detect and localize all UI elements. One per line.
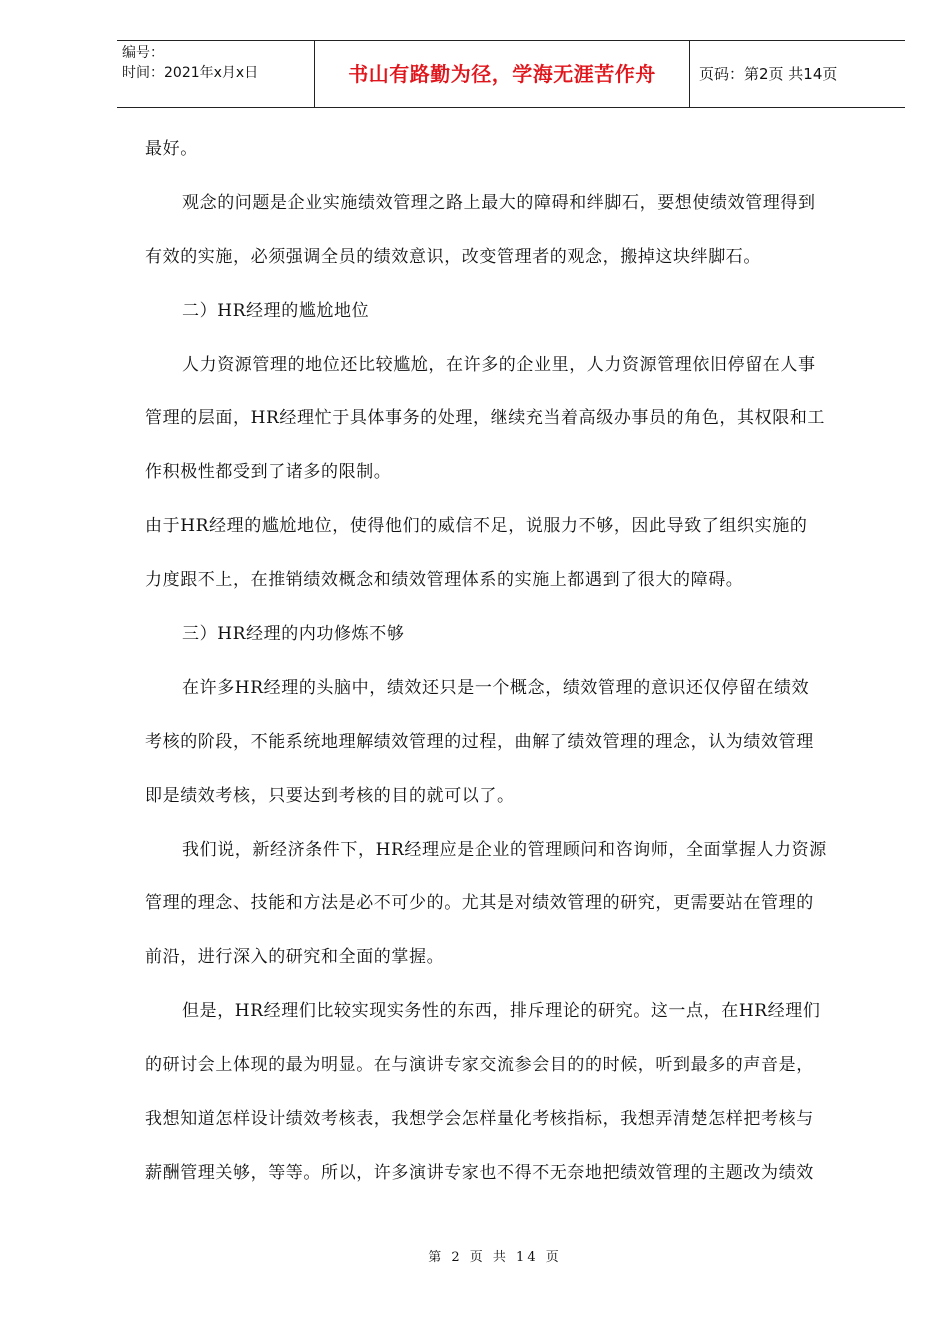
text-line: 管理的层面，HR经理忙于具体事务的处理，继续充当着高级办事员的角色，其权限和工	[145, 408, 826, 429]
page-header	[117, 40, 905, 108]
text-line: 有效的实施，必须强调全员的绩效意识，改变管理者的观念，搬掉这块绊脚石。	[145, 246, 761, 267]
document-date-label: 时间：2021年x月x日	[122, 65, 259, 81]
section-heading: 三）HR经理的内功修炼不够	[182, 624, 405, 645]
text-line: 由于HR经理的尴尬地位，使得他们的威信不足，说服力不够，因此导致了组织实施的	[145, 516, 808, 537]
text-line: 最好。	[145, 139, 198, 159]
text-line: 观念的问题是企业实施绩效管理之路上最大的障碍和绊脚石，要想使绩效管理得到	[182, 192, 816, 213]
text-line: 但是，HR经理们比较实现实务性的东西，排斥理论的研究。这一点，在HR经理们	[182, 1001, 821, 1022]
page-footer: 第 2 页 共 14 页	[428, 1250, 562, 1265]
text-line: 我想知道怎样设计绩效考核表，我想学会怎样量化考核指标，我想弄清楚怎样把考核与	[145, 1109, 814, 1130]
text-line: 力度跟不上，在推销绩效概念和绩效管理体系的实施上都遇到了很大的障碍。	[145, 570, 744, 591]
text-line: 前沿，进行深入的研究和全面的掌握。	[145, 947, 445, 968]
text-line: 薪酬管理关够，等等。所以，许多演讲专家也不得不无奈地把绩效管理的主题改为绩效	[145, 1162, 814, 1183]
text-line: 我们说，新经济条件下，HR经理应是企业的管理顾问和咨询师，全面掌握人力资源	[182, 839, 827, 860]
text-line: 的研讨会上体现的最为明显。在与演讲专家交流参会目的的时候，听到最多的声音是，	[145, 1055, 814, 1076]
text-line: 管理的理念、技能和方法是必不可少的。尤其是对绩效管理的研究，更需要站在管理的	[145, 893, 814, 914]
header-meta	[117, 41, 315, 107]
text-line: 考核的阶段，不能系统地理解绩效管理的过程，曲解了绩效管理的理念，认为绩效管理	[145, 731, 814, 752]
header-page-number: 页码：第2页 共14页	[699, 65, 838, 83]
document-body	[145, 126, 885, 1204]
text-line: 人力资源管理的地位还比较尴尬，在许多的企业里，人力资源管理依旧停留在人事	[182, 354, 816, 375]
text-line: 在许多HR经理的头脑中，绩效还只是一个概念，绩效管理的意识还仅停留在绩效	[182, 677, 810, 698]
text-line: 作积极性都受到了诸多的限制。	[145, 462, 392, 483]
text-line: 即是绩效考核，只要达到考核的目的就可以了。	[145, 785, 515, 806]
header-motto: 书山有路勤为径，学海无涯苦作舟	[315, 41, 690, 107]
section-heading: 二）HR经理的尴尬地位	[182, 300, 370, 321]
document-number-label: 编号：	[122, 45, 164, 61]
